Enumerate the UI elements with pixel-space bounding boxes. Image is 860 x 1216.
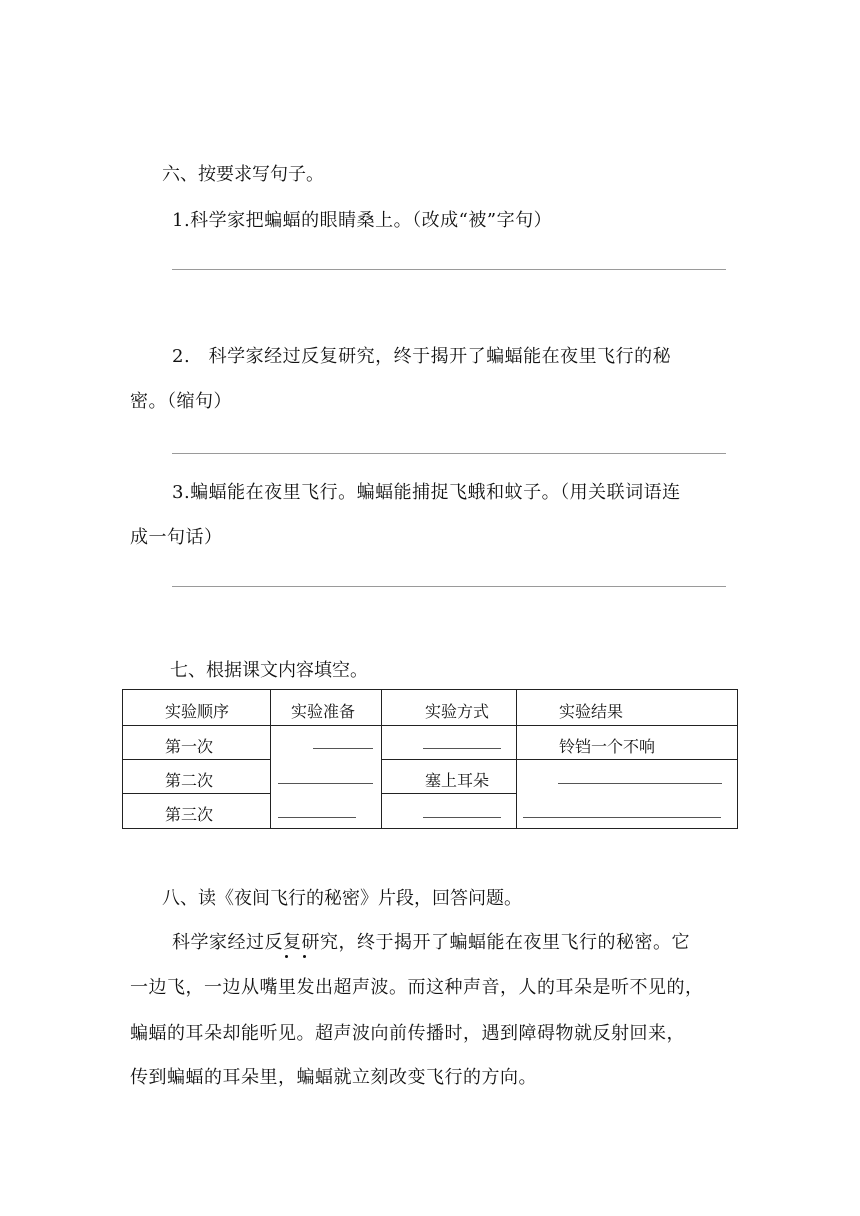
fill-blank[interactable] [278, 783, 373, 784]
question-3-line-2: 成一句话） [130, 527, 223, 548]
emphasis-dot [303, 955, 306, 958]
fill-blank[interactable] [313, 748, 373, 749]
answer-line-2[interactable] [172, 453, 726, 454]
question-3-line-1: 3.蝙蝠能在夜里飞行。蝙蝠能捕捉飞蛾和蚊子。（用关联词语连 [172, 482, 681, 503]
table-row-label: 第三次 [165, 805, 214, 824]
fill-blank[interactable] [278, 817, 356, 818]
fill-blank[interactable] [558, 783, 722, 784]
experiment-table [122, 689, 738, 829]
passage-line-3: 蝙蝠的耳朵却能听见。超声波向前传播时，遇到障碍物就反射回来， [130, 1023, 685, 1044]
question-2-line-2: 密。（缩句） [130, 391, 232, 412]
table-header: 实验准备 [291, 702, 356, 721]
section-8-heading: 八、读《夜间飞行的秘密》片段，回答问题。 [162, 888, 522, 909]
table-divider [381, 759, 737, 760]
fill-blank[interactable] [423, 817, 501, 818]
table-divider [123, 793, 270, 794]
question-1: 1.科学家把蝙蝠的眼睛桑上。（改成“被”字句） [172, 210, 553, 231]
table-divider [123, 759, 270, 760]
passage-line-1: 科学家经过反复研究，终于揭开了蝙蝠能在夜里飞行的秘密。它 [172, 932, 690, 953]
table-cell: 铃铛一个不响 [559, 737, 656, 756]
table-divider [123, 725, 737, 726]
table-divider [270, 690, 271, 828]
answer-line-3[interactable] [172, 586, 726, 587]
table-cell: 塞上耳朵 [425, 771, 490, 790]
question-2-line-1: 2. 科学家经过反复研究，终于揭开了蝙蝠能在夜里飞行的秘 [172, 346, 672, 367]
table-header: 实验结果 [559, 702, 624, 721]
emphasis-dot [285, 955, 288, 958]
fill-blank[interactable] [423, 748, 501, 749]
passage-line-2: 一边飞，一边从嘴里发出超声波。而这种声音，人的耳朵是听不见的， [130, 977, 704, 998]
table-header: 实验方式 [425, 702, 490, 721]
passage-line-4: 传到蝙蝠的耳朵里，蝙蝠就立刻改变飞行的方向。 [130, 1067, 537, 1088]
table-header: 实验顺序 [165, 702, 230, 721]
table-divider [381, 793, 516, 794]
section-7-heading: 七、根据课文内容填空。 [170, 660, 368, 681]
section-6-heading: 六、按要求写句子。 [162, 164, 324, 185]
fill-blank[interactable] [523, 817, 721, 818]
table-row-label: 第一次 [165, 737, 214, 756]
answer-line-1[interactable] [172, 269, 726, 270]
table-row-label: 第二次 [165, 771, 214, 790]
